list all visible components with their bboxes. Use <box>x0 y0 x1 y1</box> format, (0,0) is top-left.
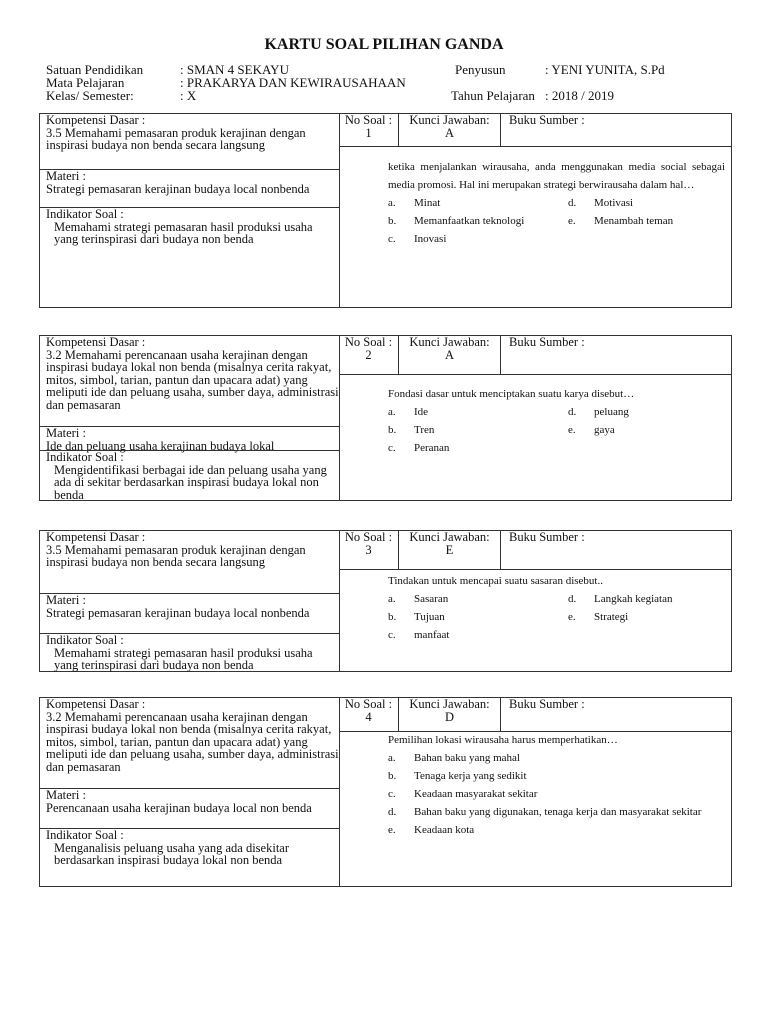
option-letter: c. <box>388 629 396 641</box>
mapel-label: Mata Pelajaran <box>46 75 125 90</box>
buku-sumber-cell <box>501 531 731 569</box>
card-header-row <box>339 336 731 375</box>
answer-option <box>388 421 568 439</box>
question-card <box>39 335 732 501</box>
indikator-section <box>40 828 339 886</box>
no-soal-label: No Soal : <box>344 113 393 127</box>
mapel-value: : PRAKARYA DAN KEWIRAUSAHAAN <box>180 75 406 90</box>
answer-option <box>568 403 718 421</box>
option-text: Peranan <box>414 442 450 454</box>
card-left-column <box>40 531 340 671</box>
kd-text: 3.5 Memahami pemasaran produk kerajinan dengan inspirasi budaya non benda secara langsung <box>46 125 306 152</box>
option-letter: d. <box>568 593 577 605</box>
option-text: Memanfaatkan teknologi <box>414 215 525 227</box>
option-letter: c. <box>388 442 396 454</box>
kompetensi-dasar-section <box>40 114 339 169</box>
option-letter: b. <box>388 770 397 782</box>
option-text: Menambah teman <box>594 215 674 227</box>
materi-label: Materi : <box>46 788 86 802</box>
answer-option <box>388 749 725 767</box>
kunci-label: Kunci Jawaban: <box>409 697 490 711</box>
no-soal-label: No Soal : <box>344 697 393 711</box>
kompetensi-dasar-section <box>40 698 339 788</box>
kunci-label: Kunci Jawaban: <box>409 530 490 544</box>
option-letter: b. <box>388 611 397 623</box>
question-text: Tindakan untuk mencapai suatu sasaran disebut.. <box>388 575 603 587</box>
indikator-text: Memahami strategi pemasaran hasil produksi usaha yang terinspirasi dari budaya non benda <box>54 219 313 246</box>
satuan-label: Satuan Pendidikan <box>46 62 144 77</box>
tahun-value: : 2018 / 2019 <box>545 88 614 103</box>
materi-section <box>40 426 339 453</box>
option-letter: e. <box>388 824 396 836</box>
no-soal-cell <box>339 114 399 146</box>
option-letter: d. <box>568 197 577 209</box>
buku-label: Buku Sumber : <box>509 530 585 544</box>
materi-text: Strategi pemasaran kerajinan budaya local nonbenda <box>46 181 310 196</box>
indikator-text: Mengidentifikasi berbagai ide dan peluang usaha yang ada di sekitar berdasarkan inspirasi budaya lokal non benda <box>54 462 327 502</box>
kunci-value: E <box>445 543 454 557</box>
kd-label: Kompetensi Dasar : <box>46 335 146 349</box>
kunci-jawaban-cell <box>399 114 501 146</box>
kunci-label: Kunci Jawaban: <box>409 113 490 127</box>
kunci-value: D <box>444 710 455 724</box>
option-letter: b. <box>388 424 397 436</box>
card-header-row <box>339 531 731 570</box>
buku-label: Buku Sumber : <box>509 335 585 349</box>
answer-option <box>388 403 568 421</box>
answer-option <box>388 212 568 230</box>
materi-label: Materi : <box>46 426 86 440</box>
answer-option <box>568 421 718 439</box>
kd-label: Kompetensi Dasar : <box>46 530 146 544</box>
option-letter: c. <box>388 788 396 800</box>
option-text: Bahan baku yang mahal <box>414 752 520 764</box>
answer-option <box>388 803 725 821</box>
materi-section <box>40 593 339 633</box>
indikator-label: Indikator Soal : <box>46 207 124 221</box>
option-text: gaya <box>594 424 615 436</box>
answer-option <box>568 590 718 608</box>
answer-option <box>388 439 568 457</box>
answer-option <box>388 767 725 785</box>
indikator-text: Memahami strategi pemasaran hasil produksi usaha yang terinspirasi dari budaya non benda <box>54 645 313 672</box>
indikator-label: Indikator Soal : <box>46 633 124 647</box>
option-text: Keadaan masyarakat sekitar <box>414 788 538 800</box>
option-letter: e. <box>568 424 576 436</box>
option-letter: a. <box>388 197 396 209</box>
question-card <box>39 530 732 672</box>
no-soal-value: 3 <box>365 543 372 557</box>
option-text: Minat <box>414 197 441 209</box>
question-body <box>388 731 725 839</box>
answer-option <box>388 194 568 212</box>
satuan-value: : SMAN 4 SEKAYU <box>180 62 289 77</box>
question-body <box>388 385 725 457</box>
document-title: KARTU SOAL PILIHAN GANDA <box>264 36 504 53</box>
kunci-jawaban-cell <box>399 698 501 731</box>
no-soal-value: 4 <box>365 710 372 724</box>
no-soal-label: No Soal : <box>344 335 393 349</box>
option-letter: b. <box>388 215 397 227</box>
option-text: Tujuan <box>414 611 445 623</box>
kompetensi-dasar-section <box>40 336 339 426</box>
no-soal-cell <box>339 336 399 374</box>
option-letter: e. <box>568 611 576 623</box>
kelas-label: Kelas/ Semester: <box>46 88 134 103</box>
option-text: peluang <box>594 406 629 418</box>
option-text: Strategi <box>594 611 629 623</box>
question-text: Pemilihan lokasi wirausaha harus memperhatikan… <box>388 734 618 746</box>
no-soal-cell <box>339 698 399 731</box>
option-text: Bahan baku yang digunakan, tenaga kerja dan masyarakat sekitar <box>414 806 702 818</box>
answer-option <box>388 821 725 839</box>
buku-sumber-cell <box>501 698 731 731</box>
answer-option <box>388 590 568 608</box>
indikator-section <box>40 633 339 671</box>
indikator-label: Indikator Soal : <box>46 828 124 842</box>
kunci-label: Kunci Jawaban: <box>409 335 490 349</box>
question-card <box>39 697 732 887</box>
answer-option <box>388 230 568 248</box>
no-soal-label: No Soal : <box>344 530 393 544</box>
option-letter: a. <box>388 593 396 605</box>
option-text: manfaat <box>414 629 450 641</box>
option-text: Tenaga kerja yang sedikit <box>414 770 527 782</box>
kunci-value: A <box>444 126 455 140</box>
kunci-jawaban-cell <box>399 336 501 374</box>
card-header-row <box>339 698 731 732</box>
indikator-label: Indikator Soal : <box>46 450 124 464</box>
kunci-value: A <box>444 348 455 362</box>
answer-options <box>388 403 725 457</box>
option-text: Tren <box>414 424 435 436</box>
materi-section <box>40 169 339 207</box>
question-body <box>388 572 725 644</box>
materi-text: Perencanaan usaha kerajinan budaya local non benda <box>46 800 312 815</box>
no-soal-value: 2 <box>365 348 372 362</box>
option-text: Langkah kegiatan <box>594 593 673 605</box>
card-left-column <box>40 336 340 500</box>
kd-text: 3.2 Memahami perencanaan usaha kerajinan dengan inspirasi budaya lokal non benda (misalnya cerita rakyat, mitos, simbol, tarian, pantun dan upacara adat) yang meliputi ide dan peluang usaha, sumber daya, administrasi dan pemasaran <box>46 709 339 774</box>
option-text: Ide <box>414 406 429 418</box>
penyusun-value: : YENI YUNITA, S.Pd <box>545 62 665 77</box>
kunci-jawaban-cell <box>399 531 501 569</box>
kd-label: Kompetensi Dasar : <box>46 113 146 127</box>
option-text: Motivasi <box>594 197 634 209</box>
indikator-section <box>40 207 339 307</box>
answer-options <box>388 194 725 248</box>
option-letter: d. <box>568 406 577 418</box>
option-text: Sasaran <box>414 593 449 605</box>
answer-option <box>388 626 568 644</box>
option-letter: d. <box>388 806 397 818</box>
buku-label: Buku Sumber : <box>509 113 585 127</box>
option-text: Inovasi <box>414 233 447 245</box>
indikator-text: Menganalisis peluang usaha yang ada disekitar berdasarkan inspirasi budaya lokal non benda <box>54 840 289 867</box>
option-letter: a. <box>388 406 396 418</box>
question-text: Fondasi dasar untuk menciptakan suatu karya disebut… <box>388 388 635 400</box>
answer-option <box>568 194 718 212</box>
buku-sumber-cell <box>501 336 731 374</box>
answer-option <box>568 212 718 230</box>
answer-options <box>388 749 725 839</box>
answer-option <box>568 608 718 626</box>
tahun-label: Tahun Pelajaran <box>451 88 535 103</box>
materi-label: Materi : <box>46 169 86 183</box>
penyusun-label: Penyusun <box>455 62 506 77</box>
kd-label: Kompetensi Dasar : <box>46 697 146 711</box>
answer-option <box>388 608 568 626</box>
kd-text: 3.5 Memahami pemasaran produk kerajinan dengan inspirasi budaya non benda secara langsung <box>46 542 306 569</box>
buku-sumber-cell <box>501 114 731 146</box>
answer-option <box>388 785 725 803</box>
kelas-value: : X <box>180 88 197 103</box>
question-text: ketika menjalankan wirausaha, anda menggunakan media social sebagai media promosi. Hal ini merupakan strategi berwirausaha dalam hal… <box>388 161 725 191</box>
materi-text: Strategi pemasaran kerajinan budaya local nonbenda <box>46 605 310 620</box>
kd-text: 3.2 Memahami perencanaan usaha kerajinan dengan inspirasi budaya lokal non benda (misalnya cerita rakyat, mitos, simbol, tarian, pantun dan upacara adat) yang meliputi ide dan peluang usaha, sumber daya, administrasi dan pemasaran <box>46 347 339 412</box>
option-letter: a. <box>388 752 396 764</box>
option-text: Keadaan kota <box>414 824 475 836</box>
buku-label: Buku Sumber : <box>509 697 585 711</box>
materi-section <box>40 788 339 828</box>
card-left-column <box>40 698 340 886</box>
question-card <box>39 113 732 308</box>
question-body <box>388 158 725 248</box>
materi-label: Materi : <box>46 593 86 607</box>
card-header-row <box>339 114 731 147</box>
answer-options <box>388 590 725 644</box>
no-soal-value: 1 <box>365 126 372 140</box>
option-letter: c. <box>388 233 396 245</box>
materi-text: Ide dan peluang usaha kerajinan budaya lokal <box>46 438 275 453</box>
card-left-column <box>40 114 340 307</box>
no-soal-cell <box>339 531 399 569</box>
indikator-section <box>40 450 339 500</box>
kompetensi-dasar-section <box>40 531 339 593</box>
option-letter: e. <box>568 215 576 227</box>
